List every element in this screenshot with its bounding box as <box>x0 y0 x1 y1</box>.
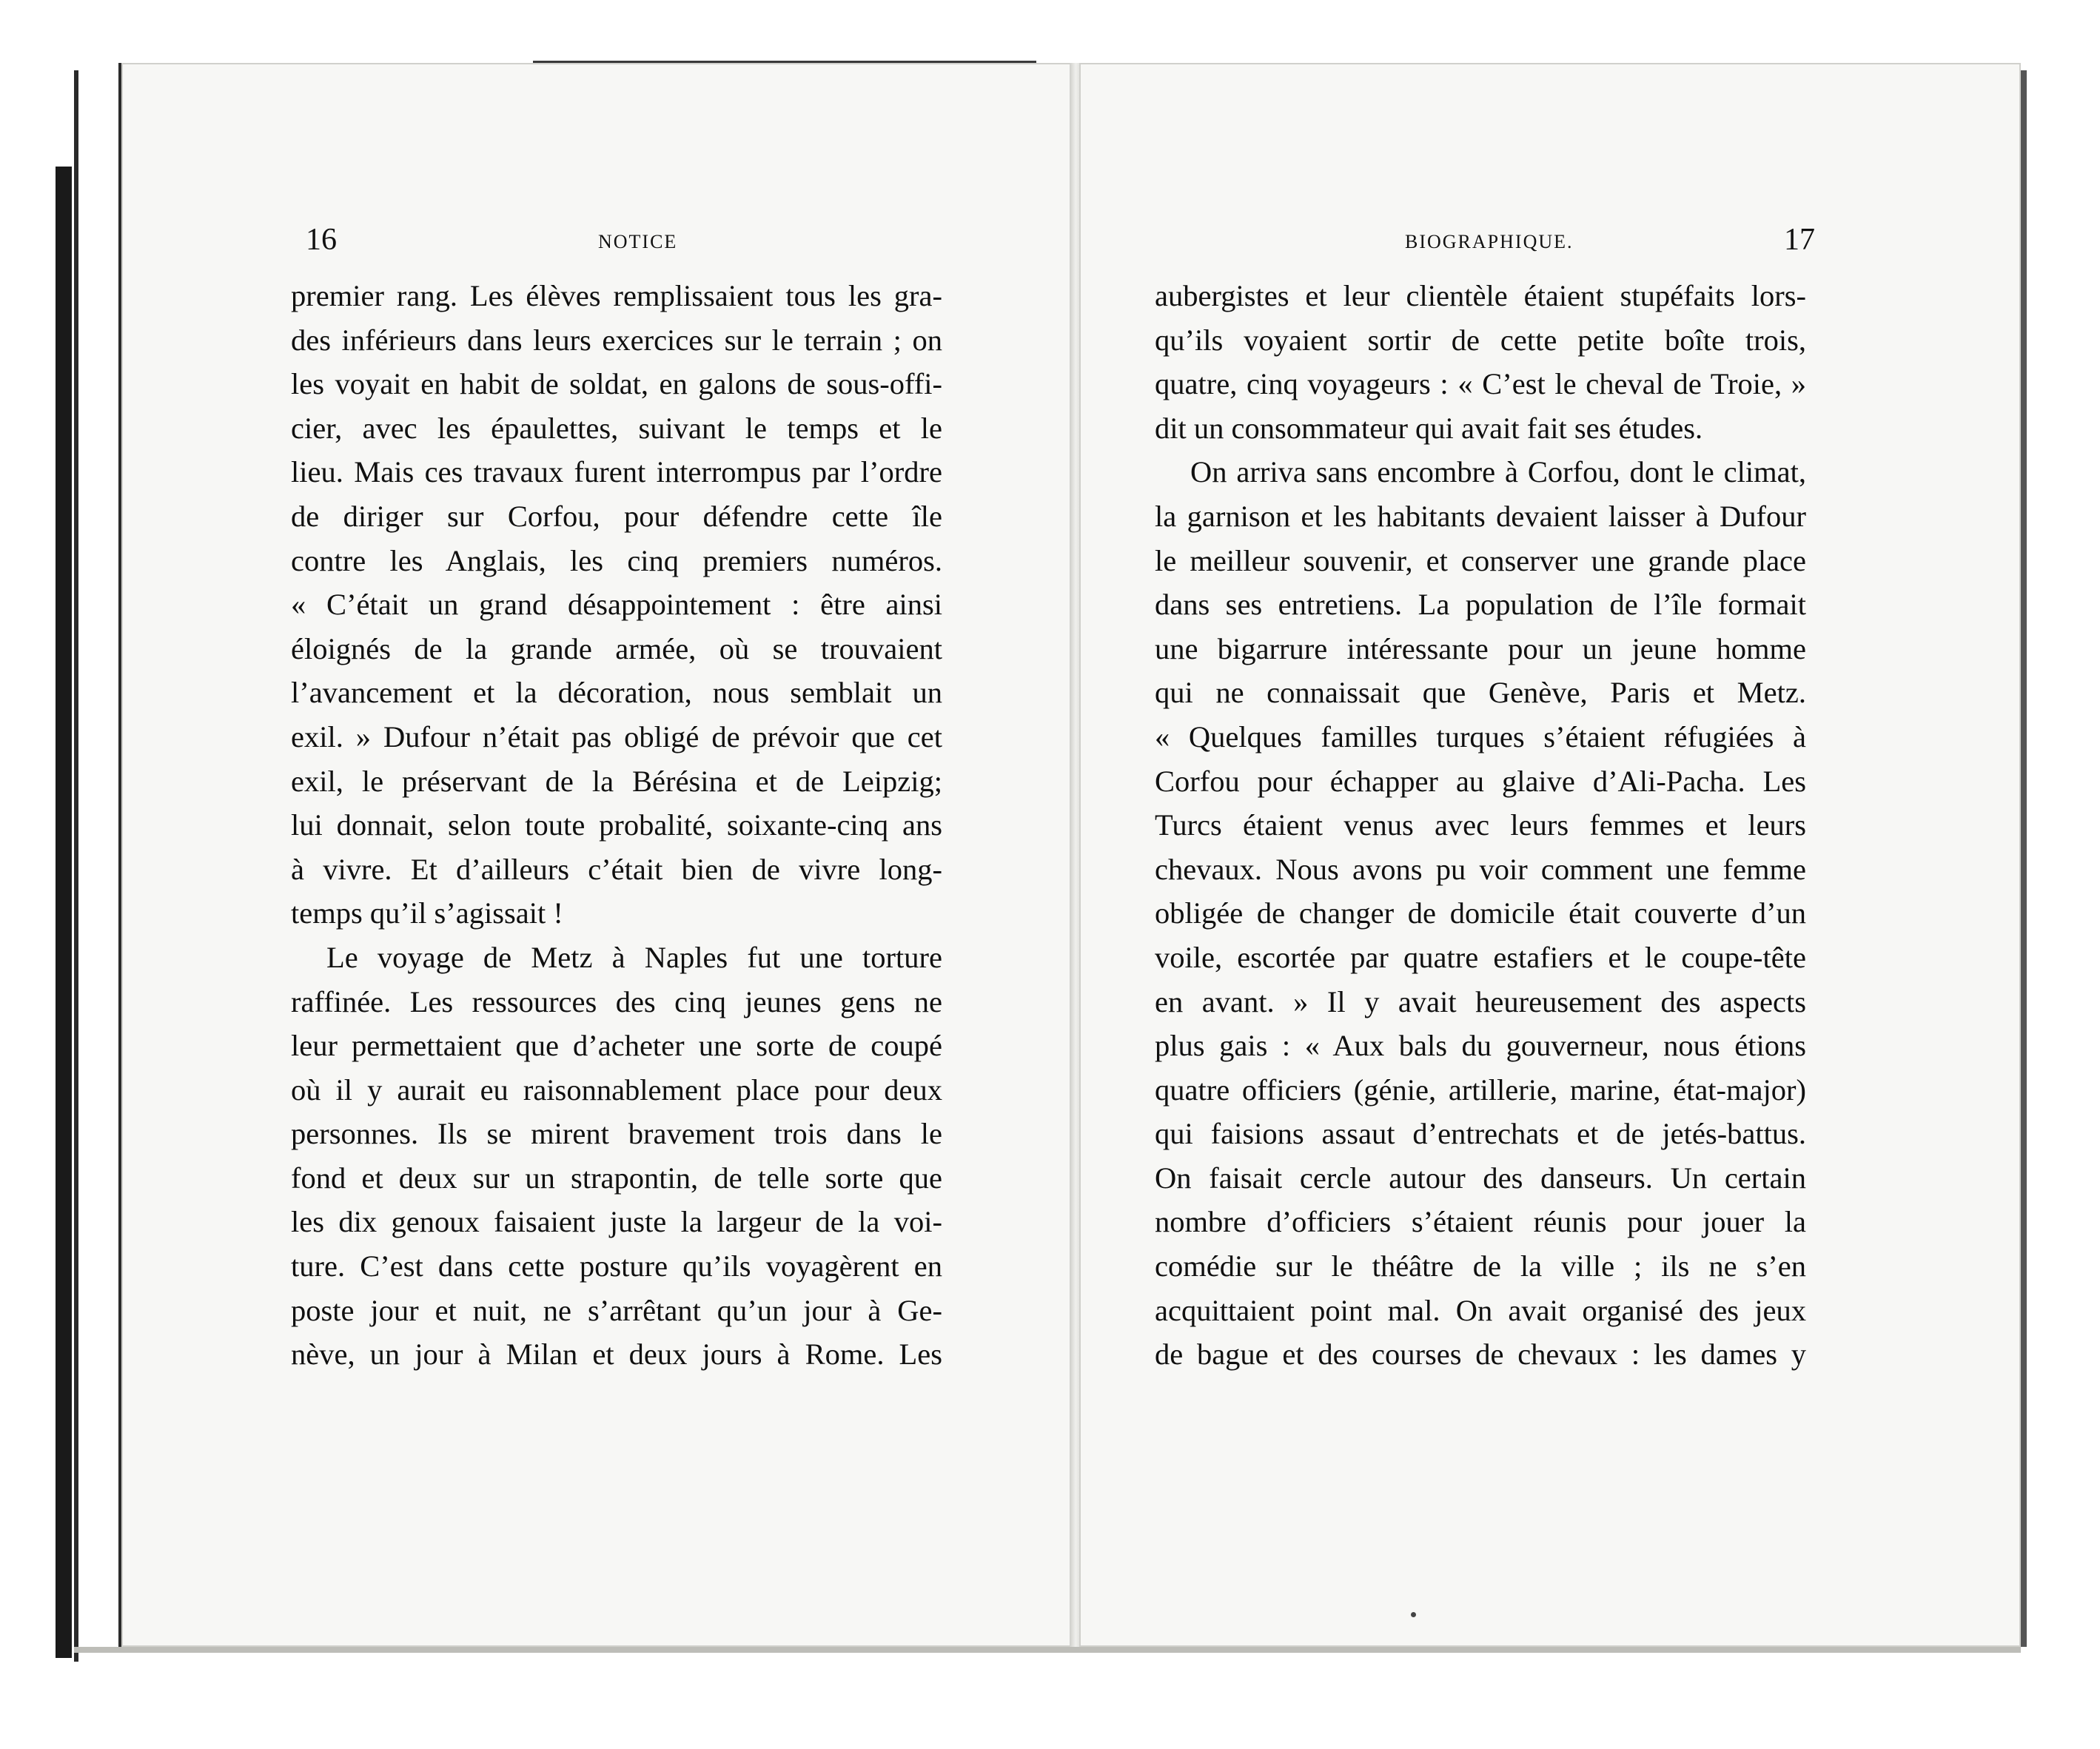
text-line: l’avancement et la décoration, nous semblait un <box>291 676 942 710</box>
right-running-head: BIOGRAPHIQUE. <box>1405 231 1574 252</box>
left-page-number: 16 <box>306 223 337 257</box>
text-line: leur permettaient que d’acheter une sorte de coupé <box>291 1029 942 1063</box>
right-page-edge <box>2021 70 2027 1647</box>
text-line: la garnison et les habitants devaient laisser à Dufour <box>1155 499 1806 533</box>
text-line: premier rang. Les élèves remplissaient tous les gra- <box>291 279 942 312</box>
text-line: fond et deux sur un strapontin, de telle sorte que <box>291 1161 942 1195</box>
text-line: en avant. » Il y avait heureusement des aspects <box>1155 984 1806 1018</box>
text-line: éloignés de la grande armée, où se trouvaient <box>291 631 942 665</box>
text-line: qu’ils voyaient sortir de cette petite boîte trois, <box>1155 323 1806 357</box>
text-line: On arriva sans encombre à Corfou, dont le climat, <box>1190 455 1806 489</box>
text-line: Turcs étaient venus avec leurs femmes et leurs <box>1155 808 1806 842</box>
text-line: cier, avec les épaulettes, suivant le temps et le <box>291 411 942 445</box>
text-line: de diriger sur Corfou, pour défendre cette île <box>291 499 942 533</box>
text-line: aubergistes et leur clientèle étaient stupéfaits lors- <box>1155 279 1806 312</box>
text-line: lieu. Mais ces travaux furent interrompus par l’ordre <box>291 455 942 489</box>
page-speck <box>1411 1612 1416 1617</box>
text-line: exil. » Dufour n’était pas obligé de prévoir que cet <box>291 719 942 753</box>
left-running-head: NOTICE <box>598 231 678 252</box>
text-line: chevaux. Nous avons pu voir comment une femme <box>1155 852 1806 886</box>
text-line: Le voyage de Metz à Naples fut une torture <box>326 940 942 974</box>
text-line: « C’était un grand désappointement : être ainsi <box>291 588 942 622</box>
right-page-text <box>1155 274 1806 1377</box>
text-line: contre les Anglais, les cinq premiers numéros. <box>291 543 942 577</box>
left-page-text <box>291 274 942 1377</box>
text-line: qui ne connaissait que Genève, Paris et Metz. <box>1155 676 1806 710</box>
text-line: à vivre. Et d’ailleurs c’était bien de vivre long- <box>291 852 942 886</box>
text-line: comédie sur le théâtre de la ville ; ils ne s’en <box>1155 1249 1806 1283</box>
text-line: dit un consommateur qui avait fait ses études. <box>1155 411 1703 445</box>
text-line: temps qu’il s’agissait ! <box>291 896 563 930</box>
text-line: acquittaient point mal. On avait organisé des jeux <box>1155 1293 1806 1327</box>
text-line: voile, escortée par quatre estafiers et le coupe-tête <box>1155 940 1806 974</box>
text-line: une bigarrure intéressante pour un jeune homme <box>1155 631 1806 665</box>
text-line: obligée de changer de domicile était couverte d’un <box>1155 896 1806 930</box>
text-line: dans ses entretiens. La population de l’île formait <box>1155 588 1806 622</box>
text-line: ture. C’est dans cette posture qu’ils voyagèrent en <box>291 1249 942 1283</box>
text-line: Corfou pour échapper au glaive d’Ali-Pacha. Les <box>1155 764 1806 798</box>
text-line: les dix genoux faisaient juste la largeur de la voi- <box>291 1205 942 1239</box>
right-page-number: 17 <box>1784 223 1815 257</box>
text-line: le meilleur souvenir, et conserver une grande place <box>1155 543 1806 577</box>
text-line: où il y aurait eu raisonnablement place pour deux <box>291 1072 942 1107</box>
text-line: personnes. Ils se mirent bravement trois dans le <box>291 1117 942 1151</box>
text-line: « Quelques familles turques s’étaient réfugiées à <box>1155 719 1806 753</box>
text-line: de bague et des courses de chevaux : les dames y <box>1155 1337 1806 1372</box>
text-line: poste jour et nuit, ne s’arrêtant qu’un jour à Ge- <box>291 1293 942 1327</box>
text-line: qui faisions assaut d’entrechats et de jetés-battus. <box>1155 1117 1806 1151</box>
text-line: raffinée. Les ressources des cinq jeunes gens ne <box>291 984 942 1018</box>
text-line: nève, un jour à Milan et deux jours à Rome. Les <box>291 1337 942 1372</box>
bottom-page-edge <box>74 1647 2021 1653</box>
text-line: plus gais : « Aux bals du gouverneur, nous étions <box>1155 1029 1806 1063</box>
text-line: les voyait en habit de soldat, en galons de sous-offi- <box>291 367 942 401</box>
text-line: lui donnait, selon toute probalité, soixante-cinq ans <box>291 808 942 842</box>
text-line: exil, le préservant de la Bérésina et de Leipzig; <box>291 764 942 798</box>
text-line: nombre d’officiers s’étaient réunis pour jouer la <box>1155 1205 1806 1239</box>
book-cover-edge <box>56 167 72 1658</box>
text-line: des inférieurs dans leurs exercices sur le terrain ; on <box>291 323 942 357</box>
left-page-edge <box>74 70 78 1662</box>
text-line: quatre officiers (génie, artillerie, marine, état-major) <box>1155 1072 1806 1107</box>
text-line: On faisait cercle autour des danseurs. Un certain <box>1155 1161 1806 1195</box>
text-line: quatre, cinq voyageurs : « C’est le cheval de Troie, » <box>1155 367 1806 401</box>
